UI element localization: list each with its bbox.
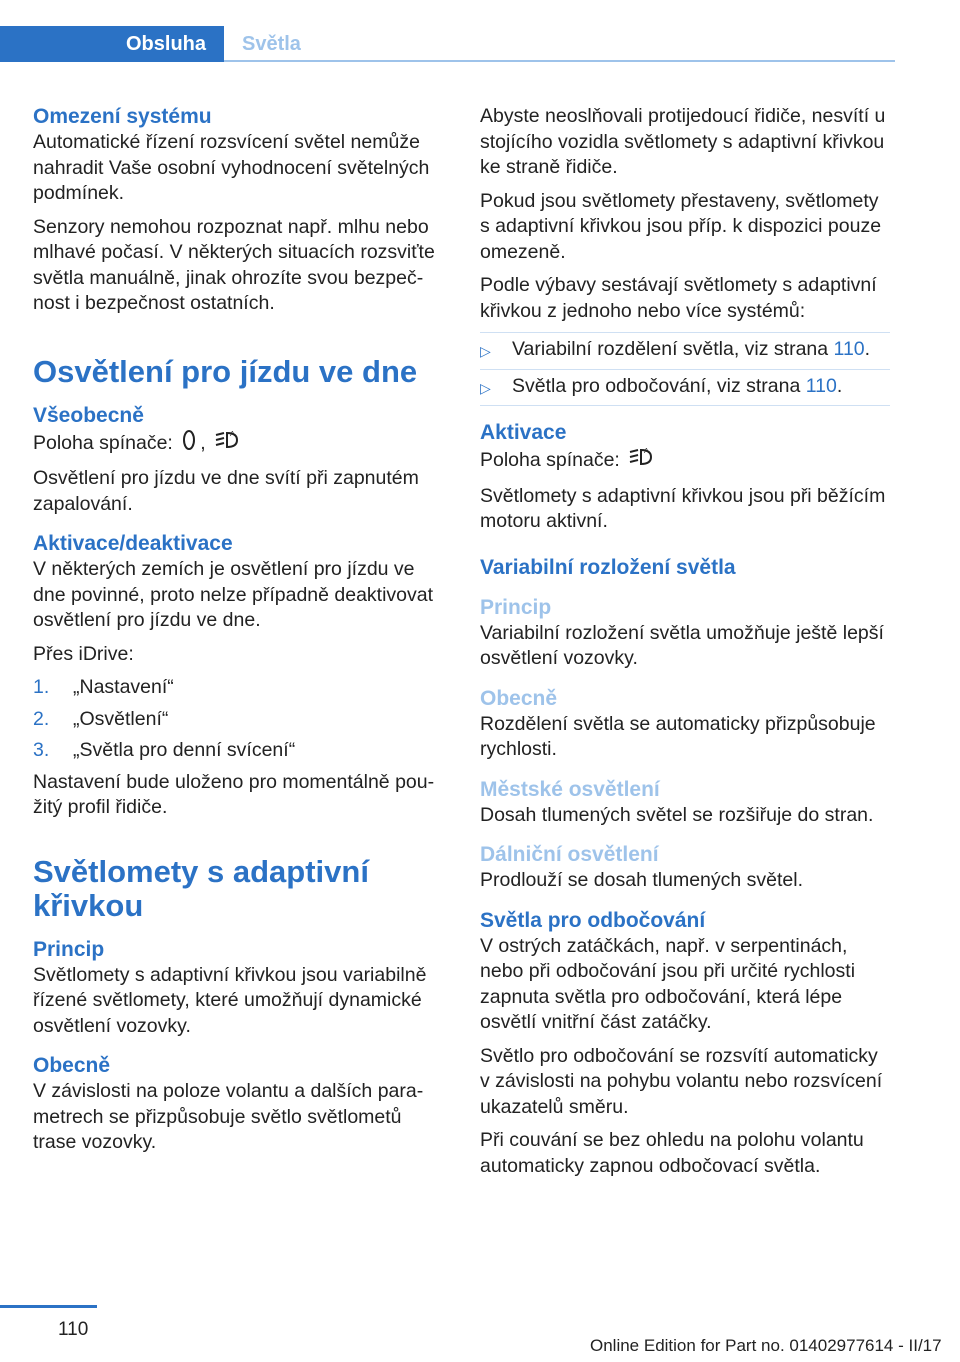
- tab-divider: [224, 60, 895, 62]
- step-number: 1.: [33, 676, 50, 698]
- paragraph: Senzory nemohou rozpoznat např. mlhu nebo mlhavé počasí. V některých situacích rozsviťte světla manuálně, jinak ohrozíte svou bezpeč-nost i bezpečnost ostatních.: [33, 215, 435, 314]
- steps-list: [33, 675, 443, 764]
- tab-obsluha[interactable]: Obsluha: [0, 26, 224, 62]
- chapter-title-denni-svetla: Osvětlení pro jízdu ve dne: [33, 353, 418, 389]
- section-title-aktivace: Aktivace: [480, 421, 567, 444]
- subsection-title-dalnicni: Dálniční osvětlení: [480, 843, 659, 866]
- section-title-vseobecne: Všeobecně: [33, 403, 144, 427]
- paragraph: Přes iDrive:: [33, 642, 134, 665]
- paragraph: Abyste neoslňovali protijedoucí řidiče, nesvítí u stojícího vozidla světlomety s adaptivní křivkou ke straně řidiče.: [480, 105, 886, 178]
- triangle-bullet-icon: ▷: [480, 379, 491, 396]
- paragraph: Světlo pro odbočování se rozsvítí automaticky v závislosti na pohybu volantu nebo rozsvícení ukazatelů směru.: [480, 1044, 883, 1118]
- paragraph: Světlomety s adaptivní křivkou jsou variabilně řízené světlomety, které umožňují dynamické osvětlení vozovky.: [33, 963, 427, 1037]
- edition-note: Online Edition for Part no. 01402977614 - II/17: [590, 1336, 942, 1355]
- paragraph: Dosah tlumených světel se rozšiřuje do stran.: [480, 803, 874, 826]
- paragraph: Variabilní rozložení světla umožňuje ještě lepší osvětlení vozovky.: [480, 621, 884, 669]
- section-title-aktivace-deaktivace: Aktivace/deaktivace: [33, 532, 233, 555]
- paragraph: Prodlouží se dosah tlumených světel.: [480, 869, 804, 891]
- step-number: 3.: [33, 739, 50, 761]
- paragraph: Pokud jsou světlomety přestaveny, světlomety s adaptivní křivkou jsou příp. k dispozici pouze omezeně.: [480, 189, 882, 263]
- section-title-obecne: Obecně: [33, 1054, 111, 1077]
- subsection-title-obecne: Obecně: [480, 686, 558, 710]
- right-column: [480, 104, 890, 1187]
- automatic-headlight-icon: [215, 429, 241, 459]
- step-text: „Osvětlení“: [73, 707, 169, 730]
- step-text: „Světla pro denní svícení“: [73, 739, 296, 761]
- list-item: [33, 675, 443, 701]
- paragraph: Při couvání se bez ohledu na polohu volantu automaticky zapnou odbočovací světla.: [480, 1129, 864, 1177]
- footer-rule: [0, 1305, 97, 1308]
- step-number: 2.: [33, 707, 50, 730]
- step-text: „Nastavení“: [73, 676, 174, 698]
- paragraph: Světlomety s adaptivní křivkou jsou při běžícím motoru aktivní.: [480, 484, 886, 532]
- paragraph: V ostrých zatáčkách, např. v serpentinách, nebo při odbočování jsou při určité rychlosti zapnuta světla pro odbočování, která lépe osvětlí vnitřní část zatáčky.: [480, 934, 856, 1033]
- separator: ,: [200, 431, 206, 454]
- tab-svetla[interactable]: Světla: [242, 32, 301, 55]
- section-title-variabilni: Variabilní rozložení světla: [480, 555, 736, 579]
- systems-list: [480, 332, 890, 406]
- header-tabs: [0, 26, 895, 62]
- paragraph: Automatické řízení rozsvícení světel nemůže nahradit Vaše osobní vyhodnocení světelných podmínek.: [33, 131, 430, 204]
- paragraph: Podle výbavy sestávají světlomety s adaptivní křivkou z jednoho nebo více systémů:: [480, 274, 877, 322]
- list-item-end: .: [836, 374, 843, 397]
- svg-text:A: A: [230, 429, 235, 438]
- switch-position-line: [480, 446, 890, 476]
- switch-position-zero-icon: [182, 429, 196, 459]
- automatic-headlight-icon: [629, 446, 655, 476]
- subsection-title-princip: Princip: [480, 595, 552, 619]
- list-item-text: Světla pro odbočování, viz strana: [512, 374, 801, 397]
- list-item-text: Variabilní rozdělení světla, viz strana: [512, 338, 829, 360]
- switch-position-label: Poloha spínače:: [480, 448, 620, 471]
- section-title-odbocovani: Světla pro odbočování: [480, 908, 706, 932]
- left-column: [33, 104, 443, 1164]
- list-item: [33, 707, 443, 733]
- svg-text:A: A: [644, 447, 650, 455]
- list-item: [480, 370, 890, 407]
- switch-position-line: [33, 429, 443, 459]
- list-item: [480, 332, 890, 370]
- paragraph: Nastavení bude uloženo pro momentálně pou-žitý profil řidiče.: [33, 770, 435, 818]
- paragraph: Rozdělení světla se automaticky přizpůsobuje rychlosti.: [480, 712, 876, 760]
- chapter-title-adaptivni: Světlomety s adaptivní křivkou: [33, 853, 369, 923]
- page-link[interactable]: 110: [833, 338, 865, 360]
- subsection-title-mestske: Městské osvětlení: [480, 777, 660, 801]
- paragraph: Osvětlení pro jízdu ve dne svítí při zapnutém zapalování.: [33, 467, 419, 515]
- page-number: 110: [58, 1319, 89, 1340]
- list-item: [33, 738, 443, 764]
- paragraph: V závislosti na poloze volantu a dalších para-metrech se přizpůsobuje světlo světlometů trase vozovky.: [33, 1080, 424, 1153]
- section-title-omezeni: Omezení systému: [33, 105, 212, 128]
- triangle-bullet-icon: ▷: [480, 343, 491, 359]
- switch-position-label: Poloha spínače:: [33, 431, 173, 454]
- page-link[interactable]: 110: [805, 374, 837, 397]
- section-title-princip: Princip: [33, 937, 105, 961]
- paragraph: V některých zemích je osvětlení pro jízdu ve dne povinné, proto nelze případně deaktivovat osvětlení pro jízdu ve dne.: [33, 558, 434, 631]
- list-item-end: .: [864, 338, 871, 360]
